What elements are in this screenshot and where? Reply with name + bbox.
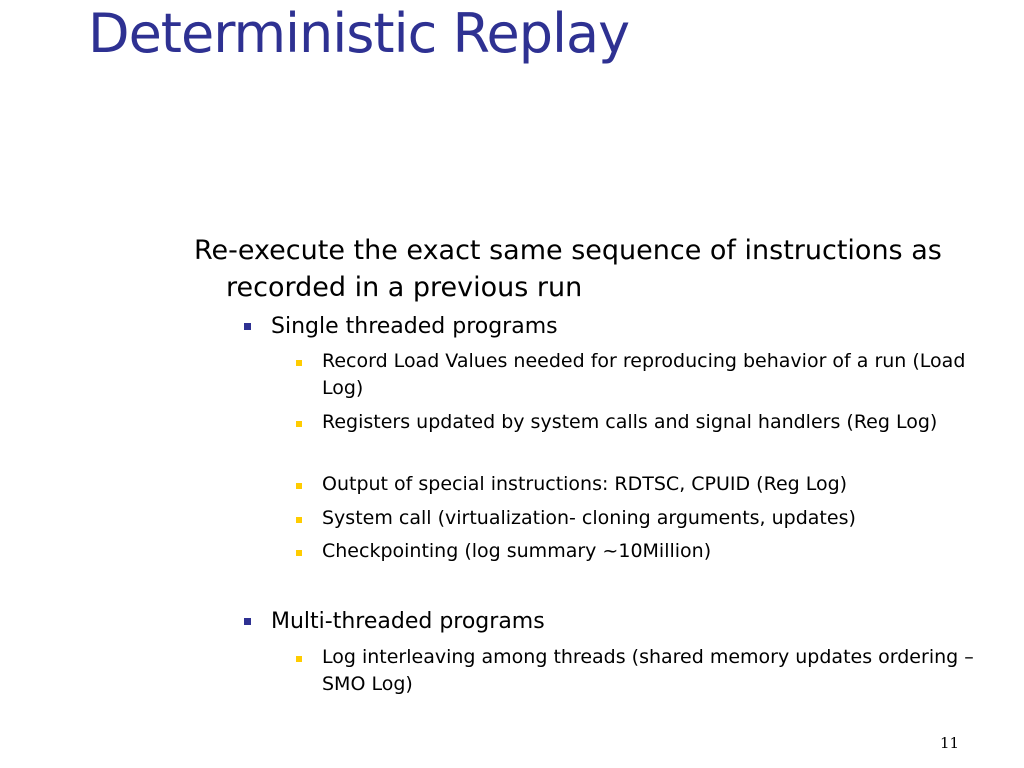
list-item — [296, 409, 996, 436]
square-bullet-icon — [296, 483, 302, 489]
square-bullet-icon — [296, 360, 302, 366]
main-point: Re-execute the exact same sequence of instructions as recorded in a previous run — [194, 235, 942, 303]
list-item — [296, 505, 996, 532]
list-item-text: Log interleaving among threads (shared memory updates ordering – SMO Log) — [322, 646, 974, 695]
list-item-text: System call (virtualization- cloning arguments, updates) — [322, 507, 856, 529]
list-item-text: Registers updated by system calls and signal handlers (Reg Log) — [322, 411, 938, 433]
section-heading — [244, 312, 558, 342]
square-bullet-icon — [296, 656, 302, 662]
list-item-text: Record Load Values needed for reproducing behavior of a run (Load Log) — [322, 350, 966, 399]
section-heading-text: Single threaded programs — [271, 314, 558, 339]
section-heading — [244, 607, 545, 637]
list-item — [296, 471, 996, 498]
square-bullet-icon — [296, 421, 302, 427]
list-item — [296, 348, 996, 402]
page-number: 11 — [940, 734, 960, 752]
square-bullet-icon — [244, 323, 251, 330]
square-bullet-icon — [244, 618, 251, 625]
square-bullet-icon — [296, 517, 302, 523]
list-item-text: Checkpointing (log summary ~10Million) — [322, 540, 712, 562]
list-item — [296, 538, 996, 565]
square-bullet-icon — [296, 550, 302, 556]
section-heading-text: Multi-threaded programs — [271, 609, 545, 634]
list-item — [296, 644, 996, 698]
list-item-text: Output of special instructions: RDTSC, CPUID (Reg Log) — [322, 473, 848, 495]
slide-title: Deterministic Replay — [88, 2, 630, 65]
